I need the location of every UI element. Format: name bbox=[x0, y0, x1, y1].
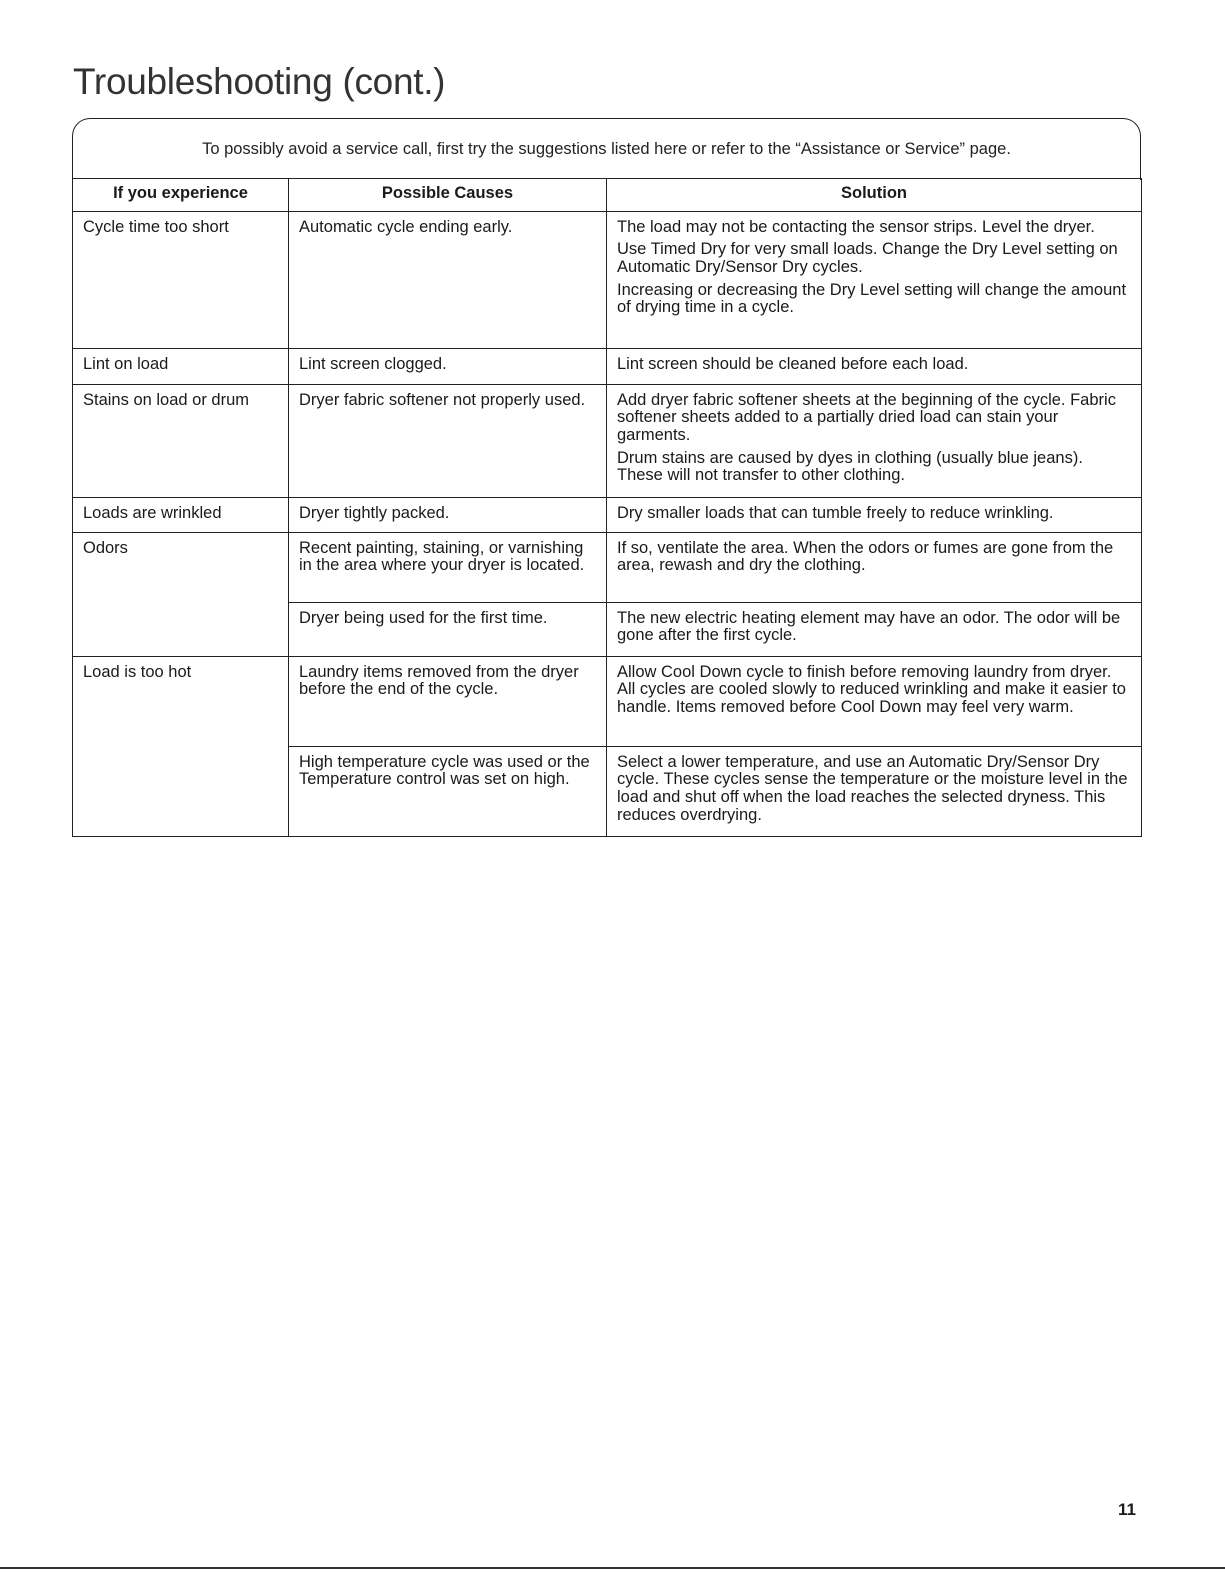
solution-cell bbox=[607, 384, 1142, 497]
table-header-row bbox=[73, 179, 1142, 212]
solution-text: Allow Cool Down cycle to finish before removing laundry from dryer. All cycles are cooled slowly to reduced wrinkling and make it easier to handle. Items removed before Cool Down may feel very warm. bbox=[617, 662, 1126, 716]
problem-cell: Odors bbox=[73, 532, 289, 656]
cause-cell: Dryer being used for the first time. bbox=[289, 602, 607, 656]
solution-text: Add dryer fabric softener sheets at the beginning of the cycle. Fabric softener sheets added to a partially dried load can stain your garments. bbox=[617, 390, 1116, 444]
table-row bbox=[73, 384, 1142, 497]
solution-text: If so, ventilate the area. When the odors or fumes are gone from the area, rewash and dry the clothing. bbox=[617, 538, 1114, 575]
page-title: Troubleshooting (cont.) bbox=[73, 61, 446, 102]
problem-cell: Loads are wrinkled bbox=[73, 497, 289, 532]
cause-cell: High temperature cycle was used or the Temperature control was set on high. bbox=[289, 746, 607, 836]
solution-cell bbox=[607, 497, 1142, 532]
solution-text: Lint screen should be cleaned before each load. bbox=[617, 354, 969, 373]
page-bottom-rule bbox=[0, 1567, 1225, 1569]
cause-cell: Automatic cycle ending early. bbox=[289, 211, 607, 348]
table-row bbox=[73, 656, 1142, 746]
solution-text: Dry smaller loads that can tumble freely to reduce wrinkling. bbox=[617, 503, 1054, 522]
header-causes: Possible Causes bbox=[289, 179, 607, 212]
solution-text: Increasing or decreasing the Dry Level setting will change the amount of drying time in a cycle. bbox=[617, 280, 1127, 317]
table-row bbox=[73, 348, 1142, 384]
solution-text: Drum stains are caused by dyes in clothing (usually blue jeans). These will not transfer to other clothing. bbox=[617, 448, 1083, 485]
cause-cell: Lint screen clogged. bbox=[289, 348, 607, 384]
problem-cell: Cycle time too short bbox=[73, 211, 289, 348]
problem-cell: Lint on load bbox=[73, 348, 289, 384]
solution-text: The load may not be contacting the sensor strips. Level the dryer. bbox=[617, 217, 1095, 236]
page-number: 11 bbox=[1118, 1500, 1136, 1519]
cause-cell: Laundry items removed from the dryer before the end of the cycle. bbox=[289, 656, 607, 746]
solution-text: Use Timed Dry for very small loads. Change the Dry Level setting on Automatic Dry/Sensor Dry cycles. bbox=[617, 240, 1118, 276]
solution-text: The new electric heating element may have an odor. The odor will be gone after the first cycle. bbox=[617, 608, 1121, 645]
problem-cell: Load is too hot bbox=[73, 656, 289, 836]
solution-cell bbox=[607, 656, 1142, 746]
solution-cell bbox=[607, 532, 1142, 602]
solution-cell bbox=[607, 746, 1142, 836]
table-row bbox=[73, 532, 1142, 602]
intro-text: To possibly avoid a service call, first try the suggestions listed here or refer to the “Assistance or Service” page. bbox=[202, 140, 1011, 158]
solution-text: Select a lower temperature, and use an Automatic Dry/Sensor Dry cycle. These cycles sense the temperature or the moisture level in the load and shut off when the load reaches the selected dryness. This reduces overdrying. bbox=[617, 752, 1128, 824]
cause-cell: Dryer fabric softener not properly used. bbox=[289, 384, 607, 497]
cause-cell: Dryer tightly packed. bbox=[289, 497, 607, 532]
cause-cell: Recent painting, staining, or varnishing in the area where your dryer is located. bbox=[289, 532, 607, 602]
problem-cell: Stains on load or drum bbox=[73, 384, 289, 497]
header-solution: Solution bbox=[607, 179, 1142, 212]
solution-cell bbox=[607, 211, 1142, 348]
table-row bbox=[73, 497, 1142, 532]
solution-cell bbox=[607, 602, 1142, 656]
table-row bbox=[73, 211, 1142, 348]
solution-cell bbox=[607, 348, 1142, 384]
troubleshooting-table bbox=[72, 178, 1142, 837]
header-problem: If you experience bbox=[73, 179, 289, 212]
